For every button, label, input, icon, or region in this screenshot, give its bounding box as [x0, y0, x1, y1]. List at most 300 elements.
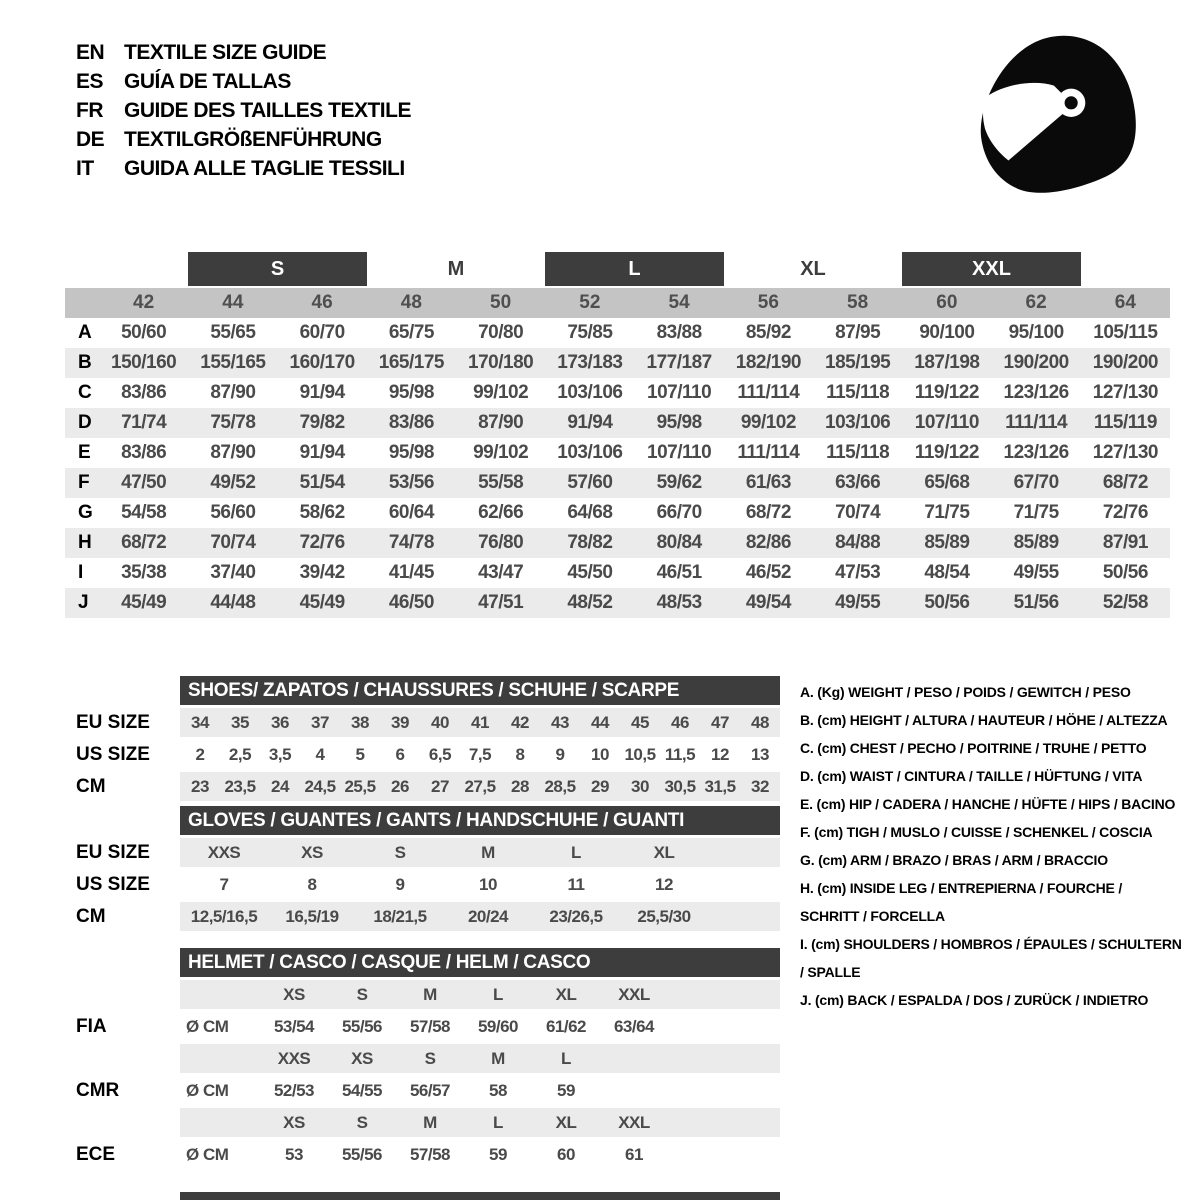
shoes-eu-value: 39	[391, 712, 409, 732]
shoes-us-value: 11,5	[664, 744, 696, 764]
size-group-l: L	[545, 252, 724, 286]
numeric-size: 58	[847, 292, 869, 313]
size-value: 61/63	[745, 472, 791, 493]
size-value: 35/38	[121, 562, 167, 583]
size-value: 64/68	[567, 502, 613, 523]
helmet-size-label: L	[493, 984, 503, 1004]
helmet-unit-cell: Ø CM	[186, 1016, 229, 1036]
size-value: 87/90	[478, 412, 524, 433]
measurement-legend	[800, 678, 1182, 1014]
language-row	[76, 38, 411, 67]
gloves-eu-size-label: EU SIZE	[76, 842, 150, 863]
size-value: 79/82	[299, 412, 345, 433]
size-value: 99/102	[473, 382, 529, 403]
gloves-eu-value: S	[394, 842, 406, 862]
size-value: 68/72	[121, 532, 167, 553]
size-value: 115/119	[1093, 412, 1157, 433]
gloves-eu-value: XXS	[207, 842, 241, 862]
size-value: 74/78	[388, 532, 434, 553]
helmet-size-value: 61/62	[545, 1016, 587, 1036]
size-value: 187/198	[914, 352, 980, 373]
helmet-size-value: 52/53	[273, 1080, 315, 1100]
size-value: 47/50	[121, 472, 167, 493]
shoes-section-header: SHOES/ ZAPATOS / CHAUSSURES / SCHUHE / SCARPE	[180, 676, 780, 705]
size-value: 119/122	[914, 382, 979, 403]
shoes-eu-value: 42	[511, 712, 529, 732]
legend-item: I. (cm) SHOULDERS / HOMBROS / ÉPAULES / SCHULTERN / SPALLE	[800, 936, 1182, 980]
size-value: 48/54	[924, 562, 970, 583]
gloves-cm-value: 20/24	[467, 906, 509, 926]
measurement-row-d	[65, 408, 1170, 438]
helmet-size-value: 56/57	[409, 1080, 451, 1100]
helmet-size-label: XXL	[618, 1112, 650, 1132]
legend-item: B. (cm) HEIGHT / ALTURA / HAUTEUR / HÖHE / ALTEZZA	[800, 712, 1168, 728]
shoes-us-value: 10	[591, 744, 609, 764]
size-value: 45/49	[121, 592, 167, 613]
size-value: 150/160	[111, 352, 177, 373]
size-value: 41/45	[388, 562, 434, 583]
shoes-us-value: 12	[711, 744, 729, 764]
row-letter: F	[78, 472, 90, 493]
helmet-ece-values-row	[180, 1140, 780, 1169]
shoes-eu-value: 44	[591, 712, 609, 732]
size-value: 83/86	[388, 412, 434, 433]
measurement-row-e	[65, 438, 1170, 468]
helmet-size-value: 59	[557, 1080, 575, 1100]
legend-item: C. (cm) CHEST / PECHO / POITRINE / TRUHE / PETTO	[800, 740, 1147, 756]
gloves-cm-value: 25,5/30	[637, 906, 691, 926]
legend-item: E. (cm) HIP / CADERA / HANCHE / HÜFTE / HIPS / BACINO	[800, 796, 1176, 812]
shoes-us-value: 5	[355, 744, 365, 764]
size-value: 87/90	[210, 442, 256, 463]
size-value: 83/88	[656, 322, 702, 343]
measurement-row-h	[65, 528, 1170, 558]
shoes-cm-label: CM	[76, 776, 106, 797]
helmet-fia-values-row	[180, 1012, 780, 1041]
gloves-eu-value: M	[481, 842, 495, 862]
gloves-cm-label: CM	[76, 906, 106, 927]
numeric-size-strip	[65, 288, 1170, 318]
shoes-eu-value: 36	[271, 712, 289, 732]
gloves-us-value: 12	[655, 874, 673, 894]
size-value: 170/180	[468, 352, 534, 373]
language-title-list	[76, 38, 411, 183]
language-row	[76, 67, 411, 96]
size-value: 46/50	[388, 592, 434, 613]
gloves-eu-value: L	[571, 842, 581, 862]
size-value: 50/56	[924, 592, 970, 613]
shoes-cm-value: 25,5	[344, 776, 376, 796]
helmet-size-label: S	[356, 1112, 368, 1132]
shoes-eu-value: 46	[671, 712, 689, 732]
measurement-row-i	[65, 558, 1170, 588]
size-value: 103/106	[557, 442, 623, 463]
numeric-size: 50	[490, 292, 512, 313]
shoes-eu-value: 43	[551, 712, 569, 732]
helmet-size-value: 55/56	[341, 1016, 383, 1036]
size-value: 115/118	[826, 382, 890, 403]
size-value: 95/98	[388, 382, 434, 403]
size-value: 43/47	[478, 562, 524, 583]
measurement-row-a	[65, 318, 1170, 348]
size-value: 52/58	[1102, 592, 1148, 613]
size-value: 71/74	[121, 412, 167, 433]
helmet-size-label: M	[423, 984, 437, 1004]
measurement-row-j	[65, 588, 1170, 618]
row-letter: J	[78, 592, 89, 613]
shoes-cm-value: 26	[391, 776, 409, 796]
cutoff-section-bar	[180, 1192, 780, 1200]
helmet-size-label: XS	[351, 1048, 373, 1068]
row-letter: B	[78, 352, 92, 373]
shoes-cm-value: 23,5	[224, 776, 256, 796]
size-value: 51/56	[1013, 592, 1059, 613]
gloves-us-value: 11	[567, 874, 585, 894]
helmet-size-label: M	[491, 1048, 505, 1068]
size-value: 173/183	[557, 352, 623, 373]
shoes-us-value: 3,5	[268, 744, 292, 764]
size-value: 50/60	[121, 322, 167, 343]
helmet-size-value: 54/55	[341, 1080, 383, 1100]
size-value: 71/75	[924, 502, 970, 523]
size-value: 46/51	[656, 562, 702, 583]
shoes-eu-value: 41	[471, 712, 489, 732]
size-value: 49/52	[210, 472, 256, 493]
shoes-eu-size-label: EU SIZE	[76, 712, 150, 733]
shoes-eu-size-row	[180, 708, 780, 737]
size-value: 39/42	[299, 562, 345, 583]
helmet-cmr-label: CMR	[76, 1080, 120, 1101]
racing-helmet-icon	[972, 30, 1144, 202]
shoes-cm-value: 30,5	[664, 776, 696, 796]
size-value: 63/66	[835, 472, 881, 493]
size-value: 46/52	[745, 562, 791, 583]
shoes-size-table	[180, 676, 780, 801]
gloves-size-table	[180, 806, 780, 931]
helmet-size-value: 63/64	[613, 1016, 655, 1036]
row-letter: I	[78, 562, 84, 583]
shoes-us-value: 2,5	[228, 744, 252, 764]
size-value: 123/126	[1003, 382, 1069, 403]
helmet-size-label: L	[493, 1112, 503, 1132]
numeric-size: 52	[579, 292, 601, 313]
size-value: 123/126	[1003, 442, 1069, 463]
shoes-us-value: 8	[515, 744, 525, 764]
size-value: 105/115	[1093, 322, 1158, 343]
legend-item: A. (Kg) WEIGHT / PESO / POIDS / GEWITCH / PESO	[800, 684, 1131, 700]
row-letter: C	[78, 382, 92, 403]
helmet-fia-sizes-row	[180, 980, 780, 1009]
gloves-cm-value: 23/26,5	[549, 906, 603, 926]
size-value: 85/89	[1013, 532, 1059, 553]
size-value: 72/76	[299, 532, 345, 553]
shoes-eu-value: 40	[431, 712, 449, 732]
shoes-cm-value: 24,5	[304, 776, 336, 796]
helmet-size-value: 55/56	[341, 1144, 383, 1164]
helmet-size-label: S	[356, 984, 368, 1004]
size-value: 85/89	[924, 532, 970, 553]
size-value: 80/84	[656, 532, 702, 553]
size-value: 37/40	[210, 562, 256, 583]
gloves-cm-value: 12,5/16,5	[190, 906, 258, 926]
size-value: 67/70	[1013, 472, 1059, 493]
helmet-size-label: L	[561, 1048, 571, 1068]
size-value: 87/90	[210, 382, 256, 403]
size-value: 111/114	[737, 382, 800, 403]
helmet-ece-sizes-row	[180, 1108, 780, 1137]
helmet-size-label: XS	[283, 984, 305, 1004]
size-value: 99/102	[473, 442, 529, 463]
row-letter: G	[78, 502, 93, 523]
shoes-eu-value: 45	[631, 712, 649, 732]
size-value: 68/72	[1102, 472, 1148, 493]
garment-size-table	[65, 250, 1170, 618]
helmet-size-label: M	[423, 1112, 437, 1132]
size-value: 103/106	[557, 382, 623, 403]
numeric-strip-spacer	[65, 288, 99, 318]
size-value: 49/55	[835, 592, 881, 613]
helmet-fia-label: FIA	[76, 1016, 107, 1037]
size-value: 99/102	[740, 412, 796, 433]
measurement-row-g	[65, 498, 1170, 528]
size-value: 51/54	[299, 472, 345, 493]
gloves-us-value: 9	[395, 874, 405, 894]
helmet-size-value: 61	[625, 1144, 643, 1164]
shoes-cm-value: 27,5	[464, 776, 496, 796]
helmet-size-label: XXS	[277, 1048, 311, 1068]
size-value: 45/50	[567, 562, 613, 583]
size-value: 95/100	[1008, 322, 1064, 343]
gloves-eu-size-row	[180, 838, 780, 867]
numeric-size: 48	[400, 292, 422, 313]
shoes-us-value: 6	[395, 744, 405, 764]
shoes-us-value: 6,5	[428, 744, 452, 764]
size-group-header-row	[65, 250, 1170, 288]
numeric-size: 62	[1025, 292, 1047, 313]
shoes-cm-value: 24	[271, 776, 289, 796]
shoes-us-value: 4	[315, 744, 325, 764]
shoes-cm-value: 28	[511, 776, 529, 796]
size-value: 84/88	[835, 532, 881, 553]
size-value: 56/60	[210, 502, 256, 523]
shoes-us-value: 13	[751, 744, 769, 764]
helmet-size-value: 53	[285, 1144, 303, 1164]
size-value: 62/66	[478, 502, 524, 523]
legend-item: G. (cm) ARM / BRAZO / BRAS / ARM / BRACCIO	[800, 852, 1108, 868]
gloves-us-size-label: US SIZE	[76, 874, 150, 895]
measurement-row-c	[65, 378, 1170, 408]
size-value: 48/52	[567, 592, 613, 613]
language-title: GUIDE DES TAILLES TEXTILE	[124, 98, 411, 122]
numeric-size: 42	[133, 292, 155, 313]
size-value: 83/86	[121, 442, 167, 463]
row-letter: H	[78, 532, 92, 553]
language-code: FR	[76, 98, 103, 122]
numeric-size: 46	[311, 292, 333, 313]
size-value: 95/98	[388, 442, 434, 463]
shoes-cm-value: 30	[631, 776, 649, 796]
shoes-cm-value: 31,5	[704, 776, 736, 796]
gloves-cm-value: 18/21,5	[373, 906, 427, 926]
size-group-xxl: XXL	[902, 252, 1081, 286]
size-value: 107/110	[647, 442, 712, 463]
size-value: 190/200	[1003, 352, 1069, 373]
numeric-size: 56	[757, 292, 779, 313]
size-value: 165/175	[378, 352, 444, 373]
size-value: 60/70	[299, 322, 345, 343]
helmet-size-label: XL	[555, 1112, 577, 1132]
size-value: 177/187	[646, 352, 712, 373]
size-value: 70/80	[478, 322, 524, 343]
helmet-size-value: 58	[489, 1080, 507, 1100]
size-value: 49/55	[1013, 562, 1059, 583]
shoes-eu-value: 35	[231, 712, 249, 732]
language-code: DE	[76, 127, 105, 151]
shoes-cm-value: 27	[431, 776, 449, 796]
size-value: 83/86	[121, 382, 167, 403]
helmet-size-value: 59	[489, 1144, 507, 1164]
size-value: 91/94	[299, 382, 345, 403]
helmet-size-value: 60	[557, 1144, 575, 1164]
measurement-row-f	[65, 468, 1170, 498]
helmet-rows	[180, 980, 780, 1169]
helmet-size-value: 53/54	[273, 1016, 315, 1036]
language-code: ES	[76, 69, 104, 93]
legend-item: J. (cm) BACK / ESPALDA / DOS / ZURÜCK / INDIETRO	[800, 992, 1149, 1008]
shoes-cm-row	[180, 772, 780, 801]
numeric-size: 60	[936, 292, 958, 313]
size-value: 90/100	[919, 322, 975, 343]
language-title: TEXTILE SIZE GUIDE	[124, 40, 327, 64]
size-value: 50/56	[1102, 562, 1148, 583]
size-value: 71/75	[1013, 502, 1059, 523]
size-value: 155/165	[200, 352, 266, 373]
numeric-size: 54	[668, 292, 690, 313]
gloves-us-value: 8	[307, 874, 317, 894]
size-value: 57/60	[567, 472, 613, 493]
numeric-size: 64	[1114, 292, 1136, 313]
size-value: 58/62	[299, 502, 345, 523]
size-value: 115/118	[826, 442, 890, 463]
shoes-eu-value: 37	[311, 712, 329, 732]
size-value: 91/94	[567, 412, 613, 433]
gloves-us-value: 7	[219, 874, 229, 894]
size-value: 185/195	[825, 352, 891, 373]
gloves-section-header: GLOVES / GUANTES / GANTS / HANDSCHUHE / GUANTI	[180, 806, 780, 835]
language-code: EN	[76, 40, 105, 64]
numeric-size: 44	[222, 292, 244, 313]
shoes-us-size-label: US SIZE	[76, 744, 150, 765]
size-value: 70/74	[210, 532, 256, 553]
measurement-row-b	[65, 348, 1170, 378]
gloves-eu-value: XS	[301, 842, 323, 862]
size-value: 111/114	[1005, 412, 1068, 433]
size-group-s: S	[188, 252, 367, 286]
gloves-us-size-row	[180, 870, 780, 899]
shoes-eu-value: 34	[191, 712, 209, 732]
row-letter: D	[78, 412, 92, 433]
language-row	[76, 154, 411, 183]
size-value: 107/110	[647, 382, 712, 403]
size-value: 103/106	[825, 412, 891, 433]
shoes-cm-value: 28,5	[544, 776, 576, 796]
size-group-xl: XL	[800, 257, 826, 280]
size-value: 111/114	[737, 442, 800, 463]
size-value: 55/65	[210, 322, 256, 343]
size-value: 44/48	[210, 592, 256, 613]
size-value: 65/68	[924, 472, 970, 493]
shoes-us-value: 9	[555, 744, 565, 764]
helmet-size-value: 59/60	[477, 1016, 519, 1036]
size-value: 66/70	[656, 502, 702, 523]
gloves-us-value: 10	[479, 874, 497, 894]
language-title: TEXTILGRÖßENFÜHRUNG	[124, 127, 382, 151]
helmet-section-header: HELMET / CASCO / CASQUE / HELM / CASCO	[180, 948, 780, 977]
size-value: 78/82	[567, 532, 613, 553]
shoes-us-size-row	[180, 740, 780, 769]
helmet-ece-label: ECE	[76, 1144, 116, 1165]
language-code: IT	[76, 156, 94, 180]
size-value: 75/85	[567, 322, 613, 343]
shoes-us-value: 10,5	[624, 744, 656, 764]
size-value: 65/75	[388, 322, 434, 343]
shoes-cm-value: 23	[191, 776, 209, 796]
row-letter: E	[78, 442, 91, 463]
size-value: 47/53	[835, 562, 881, 583]
size-value: 72/76	[1102, 502, 1148, 523]
helmet-size-label: S	[424, 1048, 436, 1068]
size-value: 190/200	[1092, 352, 1158, 373]
size-value: 107/110	[914, 412, 979, 433]
legend-item: F. (cm) TIGH / MUSLO / CUISSE / SCHENKEL / COSCIA	[800, 824, 1153, 840]
shoes-us-value: 2	[195, 744, 205, 764]
size-value: 76/80	[478, 532, 524, 553]
size-value: 182/190	[735, 352, 801, 373]
helmet-size-label: XXL	[618, 984, 650, 1004]
size-value: 70/74	[835, 502, 881, 523]
helmet-cmr-values-row	[180, 1076, 780, 1105]
size-value: 54/58	[121, 502, 167, 523]
size-value: 160/170	[289, 352, 355, 373]
size-value: 45/49	[299, 592, 345, 613]
gloves-eu-value: XL	[653, 842, 675, 862]
helmet-unit-cell: Ø CM	[186, 1080, 229, 1100]
shoes-cm-value: 29	[591, 776, 609, 796]
size-value: 49/54	[745, 592, 791, 613]
helmet-size-value: 57/58	[409, 1016, 451, 1036]
size-value: 68/72	[745, 502, 791, 523]
size-value: 82/86	[745, 532, 791, 553]
size-value: 55/58	[478, 472, 524, 493]
size-value: 48/53	[656, 592, 702, 613]
size-group-m: M	[447, 257, 465, 280]
language-title: GUIDA ALLE TAGLIE TESSILI	[124, 156, 405, 180]
gloves-cm-value: 16,5/19	[285, 906, 339, 926]
language-row	[76, 125, 411, 154]
helmet-size-value: 57/58	[409, 1144, 451, 1164]
size-value: 127/130	[1092, 382, 1158, 403]
size-value: 87/95	[835, 322, 881, 343]
shoes-eu-value: 38	[351, 712, 369, 732]
size-value: 119/122	[914, 442, 979, 463]
shoes-us-value: 7,5	[468, 744, 492, 764]
size-value: 59/62	[656, 472, 702, 493]
gloves-cm-row	[180, 902, 780, 931]
size-value: 95/98	[656, 412, 702, 433]
helmet-size-label: XL	[555, 984, 577, 1004]
language-row	[76, 96, 411, 125]
size-value: 47/51	[478, 592, 524, 613]
